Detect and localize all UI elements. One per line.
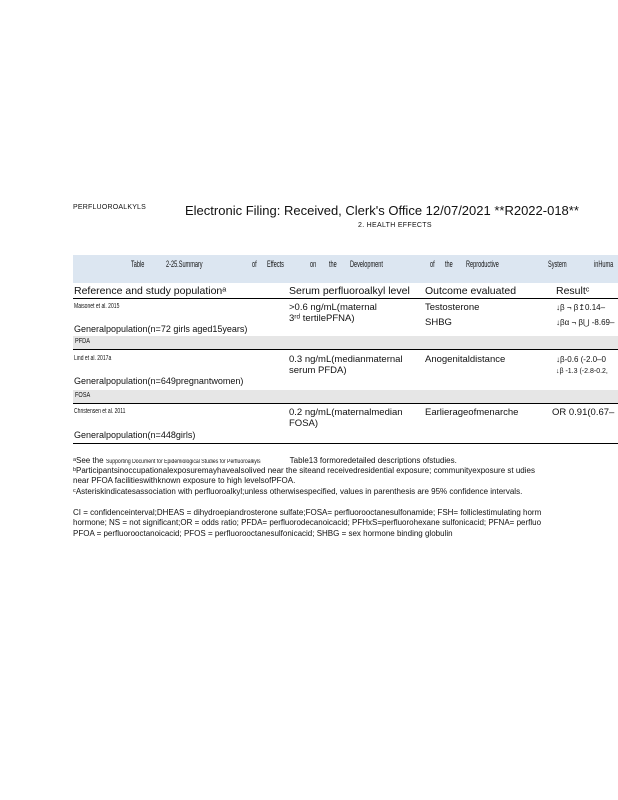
column-header-serum-level: Serum perfluoroalkyl level [289, 285, 410, 297]
table-caption-band [73, 255, 618, 283]
table-section-row [73, 390, 618, 403]
footnote-a-document-title: Supporting Document for Epidemiological Studies for Perfluoroalkyls [105, 459, 261, 465]
table-section-row [73, 336, 618, 349]
caption-word: Effects [267, 259, 284, 269]
caption-word: inHuma [594, 259, 614, 269]
footnote-a-suffix: Table13 formoredetailed descriptions ofstudies. [289, 456, 457, 465]
filing-stamp: Electronic Filing: Received, Clerk's Office 12/07/2021 **R2022-018** [185, 203, 579, 218]
column-header-result: Resultᶜ [556, 285, 590, 297]
caption-word: on [310, 259, 317, 269]
section-label: PFDA [75, 338, 90, 345]
section-rule [73, 403, 618, 404]
caption-word: of [252, 259, 257, 269]
caption-word: of [430, 259, 435, 269]
row-serum-level-cont: FOSA) [289, 418, 319, 429]
row-outcome: Testosterone [425, 302, 480, 313]
row-result: ↓β -1.3 (-2.8-0.2, [556, 368, 608, 375]
footnote-b-cont: near PFOA facilitieswithknown exposure to high levelsofPFOA. [73, 476, 296, 485]
column-header-reference: Reference and study populationᵃ [74, 285, 227, 297]
row-reference: Christensen et al. 2011 [74, 408, 126, 415]
caption-word: 2-25.Summary [166, 259, 203, 269]
row-outcome: Anogenitaldistance [425, 354, 506, 365]
section-label: FOSA [75, 392, 91, 399]
table-bottom-rule [73, 443, 618, 444]
section-header: 2. HEALTH EFFECTS [358, 222, 432, 229]
footnote-c: ᶜAsteriskindicatesassociation with perfluoroalkyl;unless otherwisespecified, values in parenthesis are 95% confidence intervals. [73, 487, 523, 496]
column-header-outcome: Outcome evaluated [425, 285, 517, 297]
row-serum-level-cont: serum PFDA) [289, 365, 347, 376]
caption-word: Table [131, 259, 145, 269]
caption-word: Reproductive [466, 259, 499, 269]
row-population: Generalpopulation(n=649pregnantwomen) [74, 376, 244, 386]
row-result: ↓β-0.6 (-2.0–0 [556, 355, 606, 364]
row-reference: Maisonet et al. 2015 [74, 303, 120, 310]
row-result: ↓β ¬ β↥0.14– [556, 303, 606, 312]
abbreviations: CI = confidenceinterval;DHEAS = dihydroepiandrosterone sulfate;FOSA= perfluorooctanesulfonamide; FSH= folliclestimulating horm [73, 508, 542, 517]
row-serum-level: 0.3 ng/mL(medianmaternal [289, 354, 403, 365]
row-population: Generalpopulation(n=72 girls aged15years) [74, 324, 248, 334]
section-rule [73, 349, 618, 350]
caption-word: System [548, 259, 567, 269]
header-rule [73, 298, 618, 299]
row-serum-level: >0.6 ng/mL(maternal [289, 302, 377, 313]
row-result: OR 0.91(0.67– [552, 407, 615, 418]
caption-word: the [445, 259, 453, 269]
footnote-a-prefix: ᵃSee the [73, 456, 104, 465]
abbreviations-cont: PFOA = perfluorooctanoicacid; PFOS = perfluorooctanesulfonicacid; SHBG = sex hormone binding globulin [73, 529, 453, 538]
row-reference: Lind et al. 2017a [74, 355, 112, 362]
row-outcome: Earlierageofmenarche [425, 407, 519, 418]
caption-word: the [329, 259, 337, 269]
row-outcome: SHBG [425, 317, 452, 328]
running-header-chemical: PERFLUOROALKYLS [73, 204, 147, 211]
caption-word: Development [350, 259, 383, 269]
row-population: Generalpopulation(n=448girls) [74, 430, 196, 440]
abbreviations-cont: hormone; NS = not significant;OR = odds ratio; PFDA= perfluorodecanoicacid; PFHxS=perfluorohexane sulfonicacid; PFNA= perfluo [73, 518, 542, 527]
row-result: ↓βα ¬ β⋃ -8.69– [556, 318, 615, 327]
row-serum-level-cont: 3ʳᵈ tertilePFNA) [289, 313, 355, 324]
footnote-b: ᵇParticipantsinoccupationalexposuremayhavealsolived near the siteand receivedresidential exposure; communityexposure st udies [73, 466, 535, 475]
row-serum-level: 0.2 ng/mL(maternalmedian [289, 407, 403, 418]
